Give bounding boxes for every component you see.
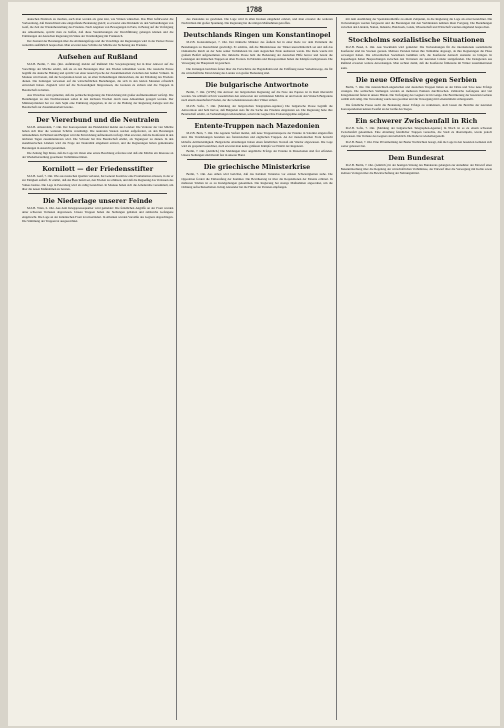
article-paragraph: M.Z.B. Berlin, 7. Okt. (Amtlich.) In der heutigen Sitzung des Bundesrats gelangten zur Annahme: der Entwurf einer Bekanntmachung über die Regelung der wirtschaftlichen Verhältnisse, der Entwurf über die Versorgung mit Kohle sowie mehrere Vorlagen über die Bewirtschaftung der Nahrungsmittel. bbox=[340, 163, 492, 176]
article-headline: Die Niederlage unserer Feinde bbox=[42, 197, 153, 206]
article-paragraph: Die Zeitung fügt hinzu, daß die Lage im Osten eine ernste Beachtung erfordere und daß alle Mächte ein Interesse an der Wiederherstellung geordneter Verhältnisse hätten. bbox=[22, 150, 174, 160]
article-rule bbox=[187, 27, 326, 28]
article-paragraph: M.Z.B. Berlin, 7. Okt. (Rot. Aufklärung) meldet auf Rußland: Die Sowjetregierung hat in ihrer Antwort auf die Vorschläge der Mächte erklärt, daß sie an den Beratungen über den Frieden teilnehmen werde. Die russische Presse begrüßt die deutsche Haltung und spricht von einer neuen Epoche der Zusammenarbeit zwischen den beiden Völkern. In Moskau wird betont, daß die Sowjetunion bereit sei, an allen Verhandlungen mitzuwirken, die der Erhaltung des Friedens dienen. Die Zeitungen verweisen auf die wirtschaftlichen Beziehungen, die sich in den letzten Monaten erfreulich entwickelt haben. Zugleich wird auf die Notwendigkeit hingewiesen, die Grenzen zu sichern und die Truppen in Bereitschaft zu halten. bbox=[22, 62, 174, 92]
article-paragraph: des Zustandes zu gewinnen. Die Lage wird in allen Kreisen eingehend erörtert, und man erwartet die weiteren Nachrichten mit großer Spannung. Die Regierung hat die nötigen Maßnahmen getroffen. bbox=[181, 17, 333, 26]
article-headline: Die bulgarische Antwortnote bbox=[205, 81, 309, 90]
article-headline: Die griechische Ministerkrise bbox=[203, 163, 311, 172]
article-headline: Stockholms sozialistische Situationen bbox=[348, 35, 485, 44]
article-headline: Deutschlands Ringen um Konstantinopel bbox=[183, 31, 331, 40]
article-headline: Entente-Truppen nach Mazedonien bbox=[194, 122, 320, 131]
article-paragraph: Berlin, 7. Okt. Die österreichisch-ungarischen und deutschen Truppen haben an der Drina und Save neue Erfolge errungen. Die serbischen Stellungen wurden an mehreren Punkten durchbrochen. Zahlreiche Gefangene und viel Kriegsmaterial fielen in unsere Hände. Die Verfolgung des Gegners ist im Gange. Die Bevölkerung der besetzten Gebiete verhält sich ruhig. Die Verwaltung wurde neu geordnet und die Versorgung mit Lebensmitteln sichergestellt. bbox=[340, 84, 492, 102]
article-paragraph: deutschen Eindruck zu machen, auch man werden als ganz klar, wie Wirken wünschen. Das Blatt befürwortet die Vorbereitung, daß Deutschland eine eingreifende Bedeutung gleich; es erwartet eine Rückkehr zu den Verhandlungen von Genf, die Zeit der Wiederherstellung des Friedens. Nach Angaben von Bewegungen in Paris, in Bezug auf die Verfolgung des Abkommens, spricht man zu hoffen, daß diese Vereinbarungen zur Durchführung gelangen können und die Erklärungen der deutschen Regierung im Sinne der Verständigung mit Frankreich. bbox=[22, 17, 174, 38]
article-paragraph: M.Z.B. Basel, 7. Okt. Eine Privatmeldung der Basler Nachrichten besagt, daß die Lage in den besetzten Gebieten sich weiter gebessert hat. bbox=[340, 139, 492, 148]
article-rule bbox=[28, 49, 167, 50]
article-rule bbox=[347, 72, 486, 73]
article-rule bbox=[28, 112, 167, 113]
article-paragraph: Der Zustand der Beratungen über die Abrüstungsfrage und die Vorschläge der Regierungen wird in der Pariser Presse weiterhin ausführlich besprochen. Man erwartet neue Schritte der Mächte zur Sicherung des Friedens. bbox=[22, 39, 174, 48]
article-rule bbox=[187, 77, 326, 78]
article-paragraph: Berlin, 7. Okt. (Amtlich.) Die Meldungen über angebliche Erfolge der Entente in Mazedonien sind frei erfunden. Unsere Stellungen sind überall fest in unserer Hand. bbox=[181, 149, 333, 158]
article-paragraph: M.Z.B. Wien, 6. Okt. Aus dem Kriegspressequartier wird gemeldet: Die feindlichen Angriffe an der Front wurden unter schweren Verlusten abgewiesen. Unsere Truppen haben die Stellungen gehalten und zahlreiche Gefangene eingebracht. Die Lage an der italienischen Front ist unverändert. In Albanien wurden Vorstöße des Gegners abgeschlagen. Die Stimmung der Truppen ist ausgezeichnet. bbox=[22, 206, 174, 223]
article-paragraph: M.Z.B. Bern, 7. Okt. Die Agenzia Stefani meldet, daß neue Truppentransporte der Entente in Saloniki eingetroffen sind. Die Verstärkungen bestehen aus französischen und englischen Truppen. An der mazedonischen Front herrscht lebhafte Artillerietätigkeit. Bulgarische Abteilungen haben einen feindlichen Vorstoß am Wardar abgewiesen. Die Lage wird als gespannt bezeichnet, doch erwartet man keine größeren Kämpfe vor Eintritt der Regenzeit. bbox=[181, 131, 333, 148]
article-headline: Ein schwerer Zwischenfall in Rich bbox=[355, 117, 478, 126]
article-paragraph: M.Z.B. Amsterdam, 7. Okt. Der Korrespondent des Handelsblad meldet aus London: Die Vertreter der vier Mächte haben sich über die weiteren Schritte verständigt. Die neutralen Staaten werden aufgefordert, an den Beratungen teilzunehmen. In Holland und Belgien wird die Entwicklung aufmerksam verfolgt. Man erwartet, daß die Konferenz in den nächsten Tagen zusammentreten wird. Die Schweiz hat ihre Bereitschaft erklärt, als Tagungsort zu dienen. In den skandinavischen Ländern wird die Frage der Neutralität eingehend erörtert, und die Regierungen haben gemeinsame Beratungen in Aussicht genommen. bbox=[22, 124, 174, 150]
page-number: 1788 bbox=[246, 5, 262, 14]
columns bbox=[22, 17, 492, 720]
article-rule bbox=[28, 193, 167, 194]
article-paragraph: Die feindliche Presse sucht die Bedeutung dieser Erfolge zu verkleinern, doch lassen die Berichte der neutralen Korrespondenten keinen Zweifel an der Größe des Sieges. bbox=[340, 102, 492, 111]
article-headline: Dem Bundesrat bbox=[388, 154, 445, 163]
article-rule bbox=[187, 118, 326, 119]
column-1 bbox=[22, 17, 177, 720]
article-paragraph: Die Zeitungen berichten ferner über die Fortschritte der Bagdadbahn und die Eröffnung neuer Verkehrswege, die für die wirtschaftliche Entwicklung des Landes von großer Bedeutung sind. bbox=[181, 66, 333, 75]
article-headline: Der Viererbund und die Neutralen bbox=[36, 115, 160, 124]
article-paragraph: M.Z.B. Sofia, 7. Okt. (Meldung der bulgarischen Telegraphen-Agentur.) Die bulgarische Presse begrüßt die Antwortnote und hebt hervor, daß Bulgarien stets für die Sache des Friedens eingetreten sei. Die Regierung habe ihre Bereitschaft erklärt, an Verhandlungen teilzunehmen, sobald die Gegner ihre Eroberungspläne aufgeben. bbox=[181, 103, 333, 117]
article-headline: Die neue Offensive gegen Serbien bbox=[355, 75, 477, 84]
article-rule bbox=[187, 159, 326, 160]
article-paragraph: M.Z.B. Sofia, 7. Okt. (Meldung der bulgarischen Telegraphen-Agentur.) In Nisch ist es zu einem schweren Zwischenfall gekommen. Eine Abteilung feindlicher Truppen versuchte, die Stadt zu überrumpeln, wurde jedoch abgewiesen. Die Verluste des Gegners sind erheblich. Die Ruhe ist wiederhergestellt. bbox=[340, 126, 492, 139]
article-paragraph: M.Z.B. Genf, 7. Okt. Wie aus russischen Quellen verlautet, hat General Kornilow eine Proklamation erlassen, in der er zur Einigkeit aufruft. Er erklärt, daß das Heer bereit sei, den Frieden zu schützen, und daß die Regierung das Vertrauen des Volkes besitze. Die Lage in Petersburg wird als ruhig bezeichnet. In Moskau haben sich die Arbeiterräte versammelt, um über die neuen Maßnahmen zu beraten. bbox=[22, 174, 174, 191]
column-3 bbox=[341, 17, 492, 720]
article-rule bbox=[347, 32, 486, 33]
article-paragraph: Aus Warschau wird gemeldet, daß die polnische Regierung die Entwicklung mit großer Aufmerksamkeit verfolgt. Die Beziehungen zu den Nachbarstaaten sollen in den nächsten Wochen durch neue Abkommen geregelt werden. Der Ministerpräsident hat vor dem Sejm eine Erklärung abgegeben, in der er die Haltung der Regierung darlegte und die Bereitschaft zur Zusammenarbeit betonte. bbox=[22, 92, 174, 110]
article-rule bbox=[347, 113, 486, 114]
article-paragraph: M.Z.B. Basel, 6. Okt. Aus Stockholm wird gemeldet: Die Vorbereitungen für die internationale sozialistische Konferenz sind ins Stocken geraten. Mehrere Parteien haben ihre Teilnahme abgesagt, da ihre Regierungen die Pässe verweigert haben. Die schwedischen Sozialisten bemühen sich, die Konferenz dennoch zustande zu bringen. In Kopenhagen haben Besprechungen zwischen den Vertretern der neutralen Länder stattgefunden. Die Delegierten aus Rußland erwarten weitere Anweisungen. Man rechnet damit, daß die Konferenz frühestens im Winter zusammentreten kann. bbox=[340, 44, 492, 70]
header-rule bbox=[22, 14, 492, 15]
article-paragraph: mit dem Ausbildung der Spezialstreitkräfte zu einem Zeitpunkt, da die Regierung die Lage als ernst bezeichnet. Die Vorbereitungen werden fortgesetzt und die Beratungen mit den Verbündeten nehmen ihren Fortgang. Die Beziehungen zwischen den Ländern, Nation, Industrie, Handwerk, Lande, Wissenschaft und Wirtschaft wurden eingehend besprochen. bbox=[340, 17, 492, 30]
article-headline: Aufsehen auf Rußland bbox=[57, 53, 138, 62]
column-2 bbox=[181, 17, 336, 720]
article-paragraph: M.Z.B. Konstantinopel, 7. Okt. Der türkische Minister des Äußern hat in einer Rede vor dem Parlament die Beziehungen zu Deutschland gewürdigt. Er erklärte, daß die Bündnistreue der Türkei unerschütterlich sei und daß das Osmanische Reich an der Seite seiner Verbündeten bis zum siegreichen Ende ausharren werde. Die Rede wurde mit großem Beifall aufgenommen. Die türkische Presse hebt die Bedeutung der deutschen Hilfe hervor und betont die Leistungen der türkischen Truppen an allen Fronten. In Palästina und Mesopotamien haben die Kämpfe nachgelassen. Die Versorgung der Hauptstadt ist gesichert. bbox=[181, 40, 333, 66]
article-rule bbox=[347, 150, 486, 151]
article-headline: Kornilott — der Friedensstifter bbox=[42, 165, 154, 174]
article-paragraph: Berlin, 7. Okt. Aus Athen wird berichtet, daß das Kabinett Venizelos vor ernsten Schwierigkeiten stehe. Die Opposition fordert die Einberufung der Kammer. Die Bevölkerung ist über die Requisitionen der Entente erbittert. In mehreren Städten ist es zu Kundgebungen gekommen. Die Regierung hat strenge Maßnahmen angeordnet, um die Ordnung aufrechtzuerhalten. König Alexander hat die Führer der Parteien empfangen. bbox=[181, 172, 333, 190]
article-rule bbox=[28, 161, 167, 162]
article-paragraph: Berlin, 7. Okt. (WTB.) Die Antwort der bulgarischen Regierung auf die Note des Papstes ist in Rom überreicht worden. Sie schließt sich im wesentlichen den Antworten der verbündeten Mächte an und betont den Wunsch Bulgariens nach einem dauerhaften Frieden, der die Lebensinteressen aller Völker sichert. bbox=[181, 90, 333, 103]
newspaper-page bbox=[8, 2, 500, 726]
